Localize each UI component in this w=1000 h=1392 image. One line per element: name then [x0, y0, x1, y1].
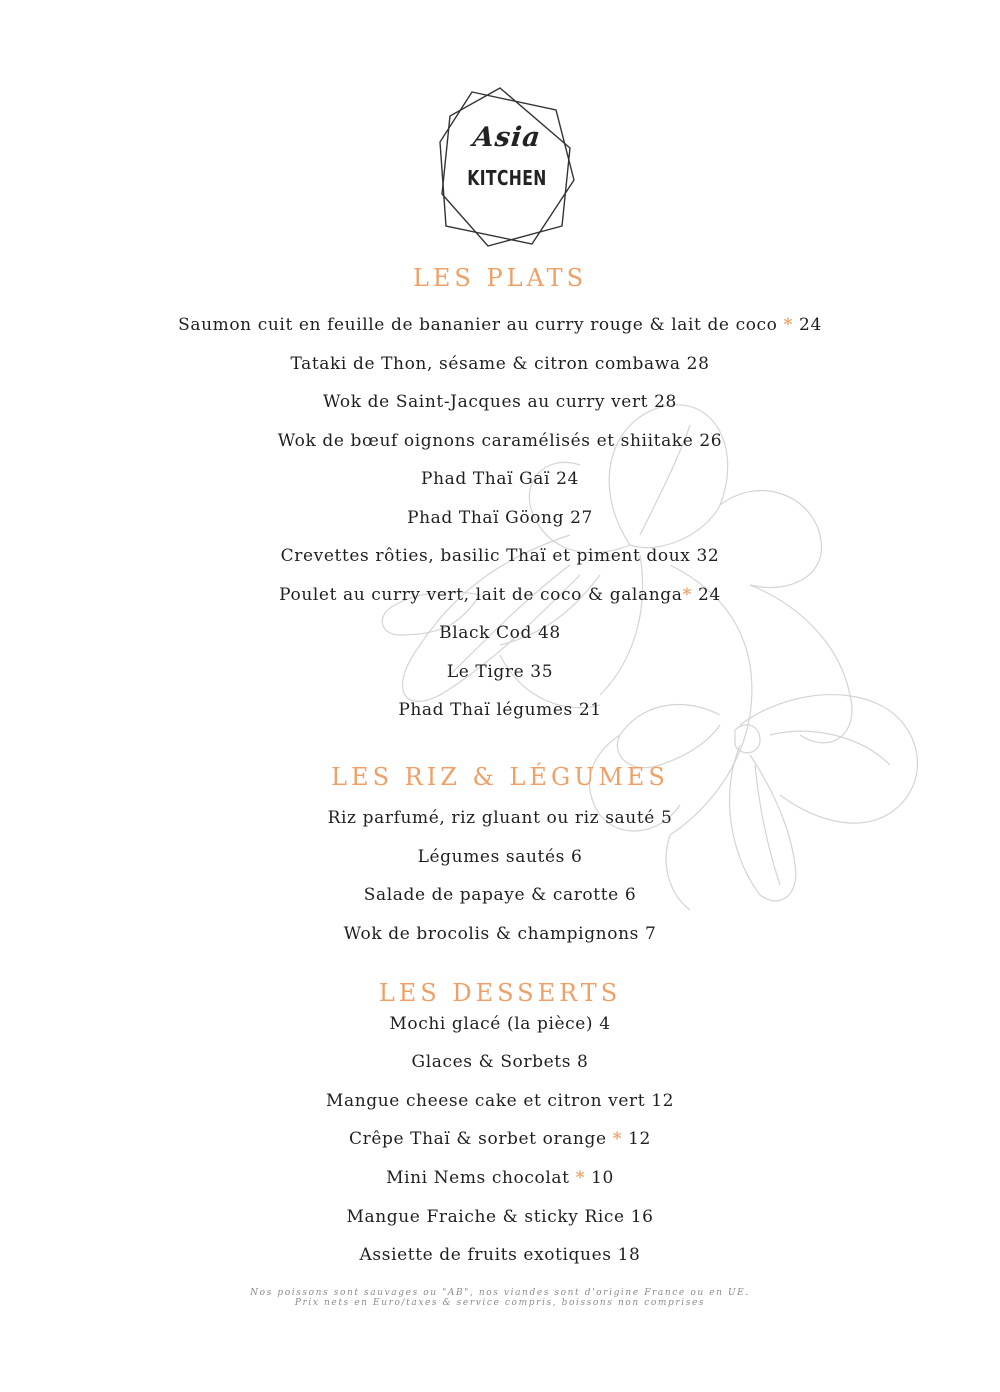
- item-price: 27: [570, 508, 593, 528]
- logo-line-2: KITCHEN: [467, 166, 547, 190]
- star-marker: *: [682, 585, 692, 605]
- menu-item: [0, 545, 1000, 567]
- menu-item: [0, 1128, 1000, 1150]
- menu-item: [0, 661, 1000, 683]
- item-name: Wok de bœuf oignons caramélisés et shiitake: [277, 431, 694, 451]
- item-price: 12: [628, 1129, 651, 1149]
- item-name: Mangue cheese cake et citron vert: [325, 1091, 646, 1111]
- menu-item: [0, 468, 1000, 490]
- menu-item: [0, 1167, 1000, 1189]
- menu-item: [0, 584, 1000, 606]
- item-name: Black Cod: [439, 623, 532, 643]
- menu-item: [0, 1090, 1000, 1112]
- item-price: 8: [577, 1052, 589, 1072]
- section-title-desserts: LES DESSERTS: [378, 979, 622, 1007]
- menu-item: [0, 314, 1000, 336]
- section-title-plats: LES PLATS: [412, 264, 588, 292]
- item-price: 10: [591, 1168, 614, 1188]
- item-name: Mochi glacé (la pièce): [389, 1014, 594, 1034]
- menu-item: [0, 430, 1000, 452]
- item-price: 6: [570, 847, 583, 867]
- item-name: Phad Thaï Gaï: [421, 469, 551, 489]
- menu-item: [0, 923, 1000, 945]
- item-name: Glaces & Sorbets: [411, 1052, 572, 1072]
- footer-note-line-2: Prix nets en Euro/taxes & service compris, boissons non comprises: [294, 1298, 706, 1308]
- item-name: Phad Thaï légumes: [398, 700, 573, 720]
- menu-item: [0, 507, 1000, 529]
- item-name: Tataki de Thon, sésame & citron combawa: [290, 354, 681, 374]
- asia-kitchen-logo: [436, 86, 578, 248]
- item-name: Légumes sautés: [417, 847, 565, 867]
- item-price: 21: [578, 700, 602, 720]
- item-price: 4: [599, 1014, 611, 1034]
- item-name: Phad Thaï Göong: [407, 508, 565, 528]
- menu-item: [0, 846, 1000, 868]
- menu-item: [0, 391, 1000, 413]
- star-marker: *: [612, 1129, 623, 1149]
- item-price: 26: [699, 431, 723, 451]
- item-price: 16: [630, 1207, 654, 1227]
- item-price: 35: [530, 662, 554, 682]
- item-name: Crêpe Thaï & sorbet orange: [349, 1129, 607, 1149]
- item-price: 28: [654, 392, 677, 412]
- star-marker: *: [575, 1168, 586, 1188]
- item-price: 12: [651, 1091, 675, 1111]
- item-price: 32: [696, 546, 720, 566]
- item-name: Riz parfumé, riz gluant ou riz sauté: [327, 808, 655, 828]
- item-price: 24: [556, 469, 579, 489]
- item-name: Saumon cuit en feuille de bananier au curry rouge & lait de coco: [178, 315, 778, 335]
- item-price: 24: [799, 315, 822, 335]
- menu-item: [0, 1013, 1000, 1035]
- item-name: Mangue Fraiche & sticky Rice: [346, 1207, 625, 1227]
- menu-item: [0, 1244, 1000, 1266]
- menu-item: [0, 1206, 1000, 1228]
- item-price: 7: [644, 924, 657, 944]
- item-name: Poulet au curry vert, lait de coco & galanga: [279, 585, 683, 605]
- item-price: 24: [698, 585, 721, 605]
- menu-item: [0, 622, 1000, 644]
- item-name: Crevettes rôties, basilic Thaï et piment doux: [280, 546, 691, 566]
- menu-item: [0, 699, 1000, 721]
- item-price: 28: [686, 354, 710, 374]
- item-name: Salade de papaye & carotte: [363, 885, 619, 905]
- item-name: Wok de brocolis & champignons: [343, 924, 639, 944]
- item-name: Mini Nems chocolat: [386, 1168, 570, 1188]
- item-name: Le Tigre: [446, 662, 525, 682]
- menu-item: [0, 353, 1000, 375]
- menu-item: [0, 884, 1000, 906]
- item-price: 48: [538, 623, 561, 643]
- item-name: Wok de Saint-Jacques au curry vert: [323, 392, 649, 412]
- menu-item: [0, 1051, 1000, 1073]
- item-price: 18: [617, 1245, 641, 1265]
- item-price: 6: [624, 885, 637, 905]
- item-price: 5: [660, 808, 673, 828]
- star-marker: *: [783, 315, 794, 335]
- logo-line-1: Asia: [471, 122, 543, 153]
- item-name: Assiette de fruits exotiques: [359, 1245, 612, 1265]
- section-title-riz-legumes: LES RIZ & LÉGUMES: [331, 763, 669, 791]
- menu-item: [0, 807, 1000, 829]
- footer-note-line-1: Nos poissons sont sauvages ou "AB", nos viandes sont d'origine France ou en UE.: [250, 1288, 750, 1298]
